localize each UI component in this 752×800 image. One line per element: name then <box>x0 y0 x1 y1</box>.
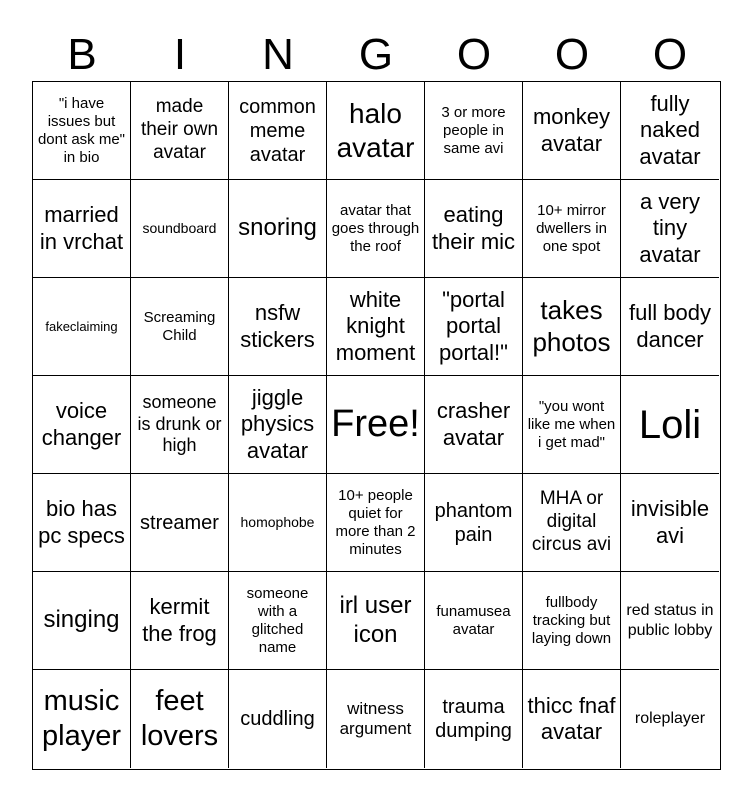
bingo-cell-text: crasher avatar <box>436 398 511 450</box>
bingo-cell-text: fullbody tracking but laying down <box>531 593 612 647</box>
bingo-cell-text: funamusea avatar <box>436 602 511 638</box>
bingo-cell[interactable] <box>131 82 229 180</box>
bingo-cell[interactable] <box>327 572 425 670</box>
bingo-cell-text: fully naked avatar <box>639 90 701 169</box>
header-letter-i: I <box>173 30 187 79</box>
bingo-cell-text: voice changer <box>41 398 122 450</box>
bingo-cell[interactable] <box>621 82 719 180</box>
bingo-cell-text: thicc fnaf avatar <box>527 692 616 744</box>
bingo-cell-text: streamer <box>140 511 219 534</box>
bingo-cell[interactable] <box>33 180 131 278</box>
bingo-cell-text: 10+ mirror dwellers in one spot <box>536 201 607 255</box>
bingo-cell-text: irl user icon <box>339 591 412 648</box>
header-letter-o-3: O <box>652 30 688 79</box>
bingo-cell[interactable] <box>229 376 327 474</box>
bingo-cell[interactable] <box>33 670 131 768</box>
bingo-cell[interactable] <box>425 572 523 670</box>
bingo-cell[interactable] <box>621 670 719 768</box>
bingo-cell[interactable] <box>229 572 327 670</box>
bingo-cell[interactable] <box>229 180 327 278</box>
header-letter-n: N <box>262 30 294 79</box>
bingo-cell[interactable] <box>523 278 621 376</box>
bingo-cell-text: music player <box>42 685 121 752</box>
bingo-cell[interactable] <box>33 278 131 376</box>
bingo-cell-text: common meme avatar <box>239 95 316 166</box>
bingo-cell[interactable] <box>131 180 229 278</box>
bingo-cell-text: full body dancer <box>629 300 711 352</box>
header-letter-o-2: O <box>554 30 590 79</box>
bingo-cell-text: trauma dumping <box>435 696 512 742</box>
bingo-cell-text: takes photos <box>532 295 611 357</box>
bingo-header <box>33 28 719 82</box>
bingo-cell[interactable] <box>229 82 327 180</box>
bingo-cell[interactable] <box>425 82 523 180</box>
bingo-cell-text: 10+ people quiet for more than 2 minutes <box>335 486 416 558</box>
bingo-cell[interactable] <box>131 376 229 474</box>
bingo-cell[interactable] <box>327 474 425 572</box>
bingo-cell-text: soundboard <box>142 220 217 237</box>
bingo-cell[interactable] <box>425 376 523 474</box>
bingo-cell[interactable] <box>621 278 719 376</box>
bingo-board <box>32 81 721 770</box>
bingo-cell[interactable] <box>523 474 621 572</box>
bingo-grid <box>33 82 720 768</box>
bingo-cell[interactable] <box>131 670 229 768</box>
bingo-cell[interactable] <box>229 278 327 376</box>
bingo-cell[interactable] <box>425 474 523 572</box>
bingo-cell-text: invisible avi <box>630 496 710 548</box>
bingo-cell-text: someone is drunk or high <box>137 392 222 456</box>
header-letter-g: G <box>358 30 394 79</box>
bingo-cell[interactable] <box>229 474 327 572</box>
bingo-cell-text: cuddling <box>240 708 315 730</box>
bingo-cell-text: bio has pc specs <box>38 496 125 548</box>
bingo-cell[interactable] <box>33 572 131 670</box>
bingo-cell[interactable] <box>523 82 621 180</box>
bingo-cell[interactable] <box>131 572 229 670</box>
header-letter-o-1: O <box>456 30 492 79</box>
bingo-cell[interactable] <box>425 278 523 376</box>
bingo-cell[interactable] <box>621 376 719 474</box>
bingo-cell[interactable] <box>327 82 425 180</box>
bingo-cell-text: witness argument <box>339 698 412 738</box>
bingo-cell-text: eating their mic <box>431 202 516 254</box>
bingo-cell-text: fakeclaiming <box>45 318 118 334</box>
bingo-cell[interactable] <box>523 376 621 474</box>
bingo-cell-text: married in vrchat <box>39 202 124 254</box>
bingo-cell-text: "you wont like me when i get mad" <box>527 397 616 451</box>
bingo-cell[interactable] <box>131 278 229 376</box>
bingo-cell-text: snoring <box>238 214 317 242</box>
bingo-cell[interactable] <box>621 572 719 670</box>
bingo-cell-text: Screaming Child <box>143 308 216 344</box>
bingo-cell-text: white knight moment <box>335 286 416 365</box>
bingo-cell[interactable] <box>523 572 621 670</box>
bingo-cell-text: jiggle physics avatar <box>240 384 315 463</box>
bingo-cell-text: monkey avatar <box>532 104 611 156</box>
bingo-cell[interactable] <box>621 474 719 572</box>
bingo-cell[interactable] <box>425 180 523 278</box>
bingo-cell[interactable] <box>523 180 621 278</box>
bingo-cell-text: "portal portal portal!" <box>439 286 508 365</box>
bingo-cell-text: someone with a glitched name <box>246 584 309 656</box>
bingo-cell[interactable] <box>131 474 229 572</box>
bingo-cell-text: 3 or more people in same avi <box>441 103 506 157</box>
bingo-cell-text: avatar that goes through the roof <box>331 201 420 255</box>
bingo-cell-text: a very tiny avatar <box>639 188 701 267</box>
bingo-cell-text: nsfw stickers <box>240 300 315 352</box>
bingo-cell[interactable] <box>33 474 131 572</box>
bingo-cell-text: "i have issues but dont ask me" in bio <box>37 94 126 166</box>
bingo-cell[interactable] <box>229 670 327 768</box>
bingo-cell-text: made their own avatar <box>140 96 219 163</box>
bingo-cell[interactable] <box>33 376 131 474</box>
bingo-cell[interactable] <box>327 670 425 768</box>
bingo-cell[interactable] <box>327 376 425 474</box>
bingo-cell-text: feet lovers <box>140 685 219 752</box>
bingo-cell-text: red status in public lobby <box>626 602 714 639</box>
bingo-cell-text: phantom pain <box>434 499 513 546</box>
bingo-cell-text: MHA or digital circus avi <box>531 488 612 555</box>
bingo-cell-text: Loli <box>638 402 702 447</box>
bingo-cell-text: Free! <box>331 402 420 445</box>
bingo-cell-text: roleplayer <box>634 710 706 728</box>
bingo-cell[interactable] <box>523 670 621 768</box>
header-letter-b: B <box>67 30 97 79</box>
bingo-cell[interactable] <box>425 670 523 768</box>
bingo-cell[interactable] <box>327 180 425 278</box>
bingo-cell[interactable] <box>33 82 131 180</box>
bingo-cell[interactable] <box>621 180 719 278</box>
bingo-cell-text: homophobe <box>240 514 315 531</box>
bingo-cell-text: kermit the frog <box>142 594 217 646</box>
bingo-cell-text: singing <box>43 606 120 634</box>
bingo-cell-text: halo avatar <box>336 97 415 163</box>
bingo-cell[interactable] <box>327 278 425 376</box>
